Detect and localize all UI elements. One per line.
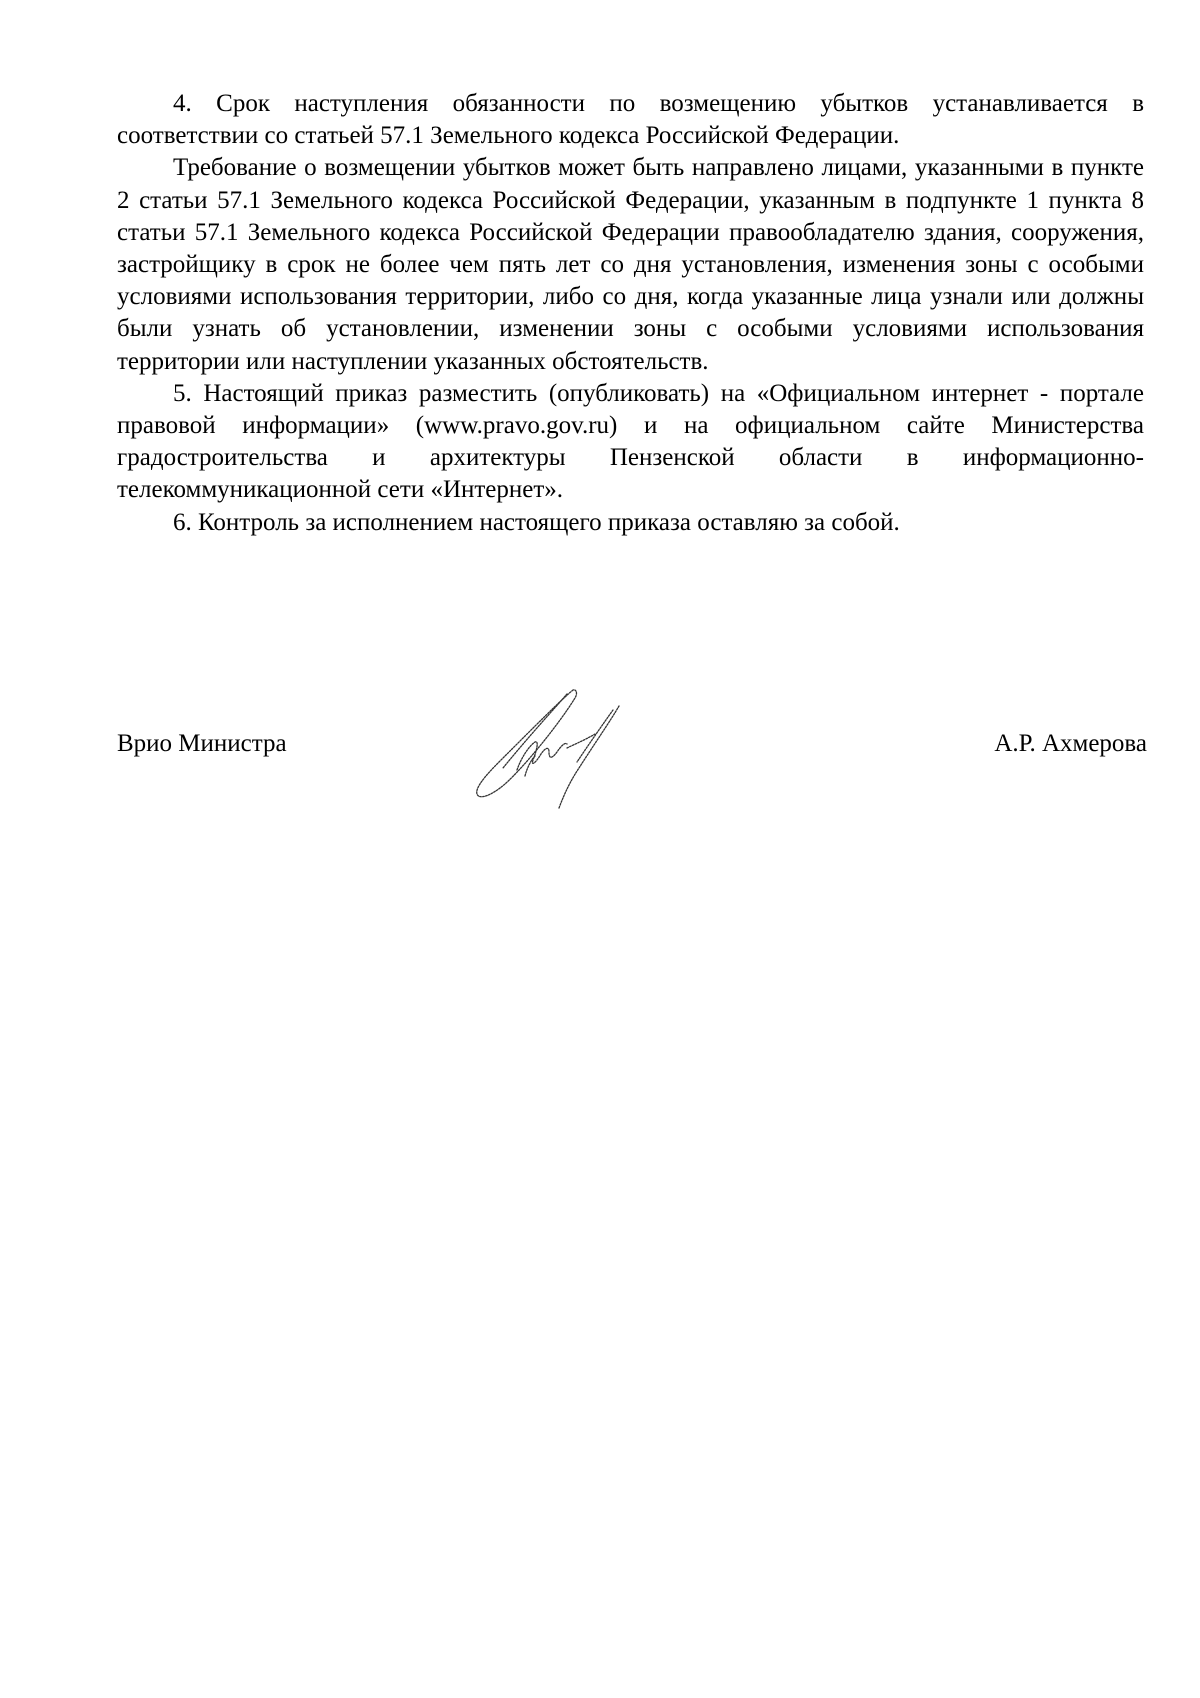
signatory-name: А.Р. Ахмерова <box>994 730 1147 757</box>
document-body <box>117 88 1144 539</box>
paragraph-damages-claim: Требование о возмещении убытков может быть направлено лицами, указанными в пункте 2 статьи 57.1 Земельного кодекса Российской Федерации, указанным в подпункте 1 пункта 8 статьи 57.1 Земельного кодекса Российской Федерации правообладателю здания, сооружения, застройщику в срок не более чем пять лет со дня установления, изменения зоны с особыми условиями использования территории, либо со дня, когда указанные лица узнали или должны были узнать об установлении, изменении зоны с особыми условиями использования территории или наступлении указанных обстоятельств. <box>117 154 1144 375</box>
paragraph-item-5: 5. Настоящий приказ разместить (опубликовать) на «Официальном интернет - портале правовой информации» (www.pravo.gov.ru) и на официальном сайте Министерства градостроительства и архитектуры Пензенской области в информационно-телекоммуникационной сети «Интернет». <box>117 379 1144 504</box>
signature-block <box>117 728 1147 848</box>
paragraph-item-6: 6. Контроль за исполнением настоящего приказа оставляю за собой. <box>173 508 900 536</box>
signatory-position: Врио Министра <box>117 730 287 757</box>
handwritten-signature <box>455 684 635 816</box>
paragraph-item-4: 4. Срок наступления обязанности по возмещению убытков устанавливается в соответствии со статьей 57.1 Земельного кодекса Российской Федерации. <box>117 90 1144 150</box>
